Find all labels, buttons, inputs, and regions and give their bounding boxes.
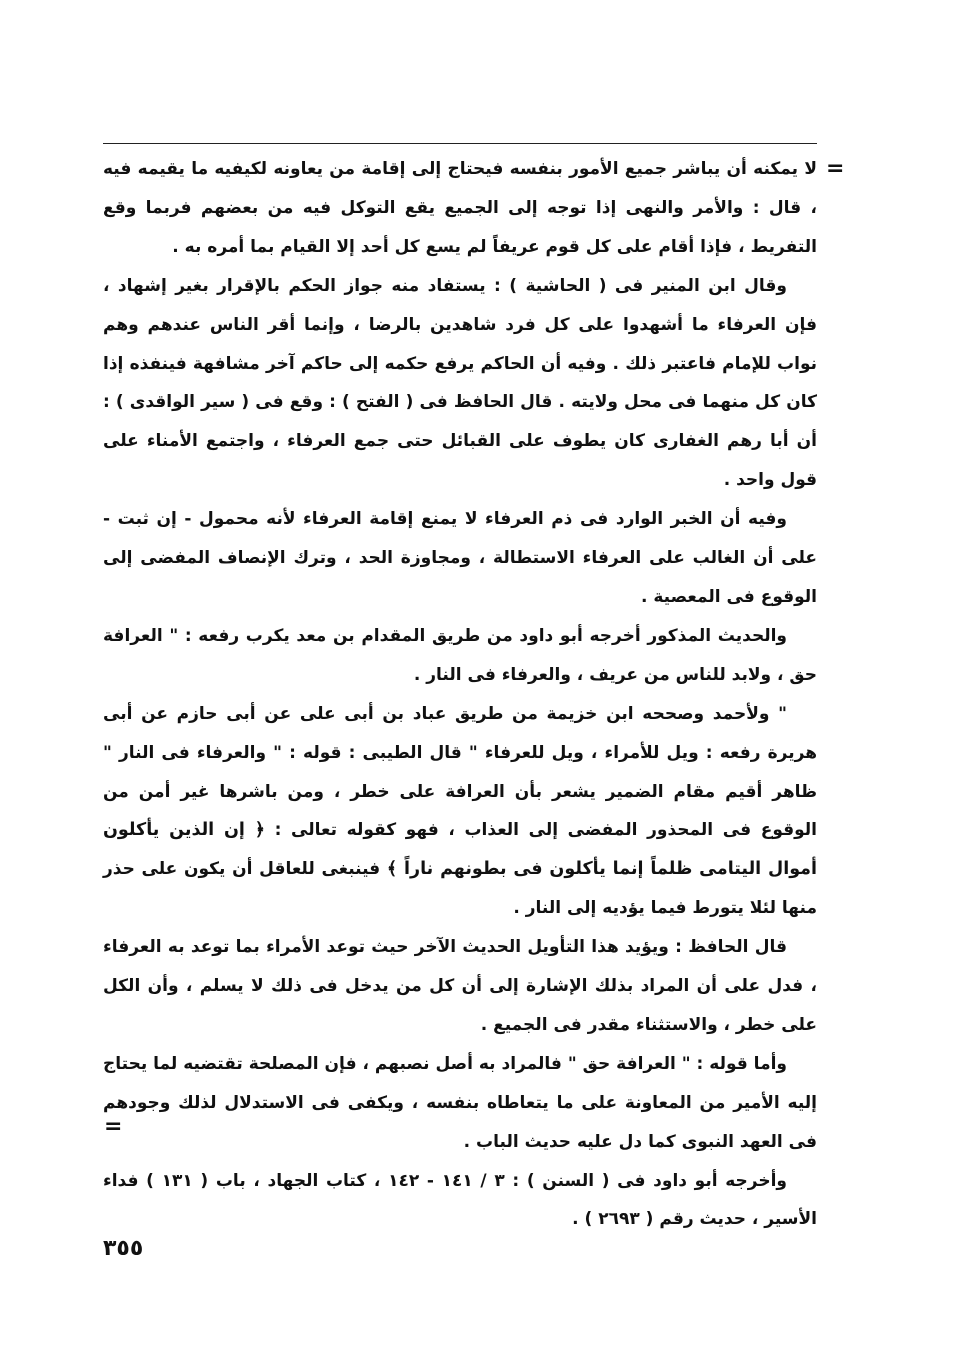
quran-verse: ﴿ إن الذين يأكلون أموال اليتامى ظلماً إنما يأكلون فى بطونهم ناراً ﴾ — [103, 820, 817, 880]
paragraph-6: قال الحافظ : ويؤيد هذا التأويل الحديث الآخر حيث توعد الأمراء بما توعد به العرفاء ، فدل على أن المراد بذلك الإشارة إلى أن كل من يدخل فى ذلك لا يسلم ، وأن الكل على خطر ، والاستثناء مقدر فى الجميع . — [103, 937, 817, 1035]
paragraph-8: وأخرجه أبو داود فى ( السنن ) : ٣ / ١٤١ - ١٤٢ ، كتاب الجهاد ، باب ( ١٣١ ) فداء الأسير ، حديث رقم ( ٢٦٩٣ ) . — [103, 1170, 817, 1230]
continuation-mark-top: = — [826, 156, 845, 181]
footnote-separator-rule — [103, 143, 817, 144]
paragraph-1: لا يمكنه أن يباشر جميع الأمور بنفسه فيحتاج إلى إقامة من يعاونه لكيفيه ما يقيمه فيه ، قال : والأمر والنهى إذا توجه إلى الجميع يقع التوكل فيه من بعضهم فربما وقع التفريط ، فإذا أقام على كل قوم عريفاً لم يسع كل أحد إلا القيام بما أمره به . — [103, 159, 817, 257]
continuation-mark-bottom: = — [104, 1114, 123, 1139]
paragraph-5-text-before: " ولأحمد وصححه ابن خزيمة من طريق عباد بن أبى على عن أبى حازم عن أبى هريرة رفعه : ويل للأمراء ، ويل للعرفاء " قال الطيبى : قوله : " والعرفاء فى النار " ظاهر أقيم مقام الضمير يشعر بأن العرافة على خطر ، ومن باشرها غير أمن من الوقوع فى المحذور المفضى إلى العذاب ، فهو كقوله تعالى : — [103, 703, 818, 841]
paragraph-5 — [103, 695, 817, 928]
paragraph-3: وفيه أن الخبر الوارد فى ذم العرفاء لا يمنع إقامة العرفاء لأنه محمول - إن ثبت - على أن الغالب على العرفاء الاستطالة ، ومجاوزة الحد ، وترك الإنصاف المفضى إلى الوقوع فى المعصية . — [103, 509, 817, 607]
paragraph-5-text-after: فينبغى للعاقل أن يكون على حذر منها لئلا يتورط فيما يؤديه إلى النار . — [103, 859, 817, 919]
paragraph-7: وأما قوله : " العرافة حق " فالمراد به أصل نصبهم ، فإن المصلحة تقتضيه لما يحتاج إليه الأمير من المعاونة على ما يتعاطاه بنفسه ، ويكفى فى الاستدلال لذلك وجودهم فى العهد النبوى كما دل عليه حديث الباب . — [103, 1053, 817, 1152]
footnote-text-block — [103, 150, 817, 1239]
page-number: ٣٥٥ — [103, 1236, 144, 1261]
paragraph-2: وقال ابن المنير فى ( الحاشية ) : يستفاد منه جواز الحكم بالإقرار بغير إشهاد ، فإن العرفاء ما أشهدوا على كل فرد شاهدين بالرضا ، وإنما أقر الناس عندهم وهم نواب للإمام فاعتبر ذلك . وفيه أن الحاكم يرفع حكمه إلى حاكم آخر مشافهة فينفذه إذا كان كل منهما فى محل ولايته . قال الحافظ فى ( الفتح ) : وقع فى ( سير الواقدى ) : أن أبا رهم الغفارى كان يطوف على القبائل حتى جمع العرفاء ، واجتمع الأمناء على قول واحد . — [103, 275, 817, 491]
paragraph-4: والحديث المذكور أخرجه أبو داود من طريق المقدام بن معد يكرب رفعه : " العرافة حق ، ولابد للناس من عريف ، والعرفاء فى النار . — [103, 625, 817, 685]
